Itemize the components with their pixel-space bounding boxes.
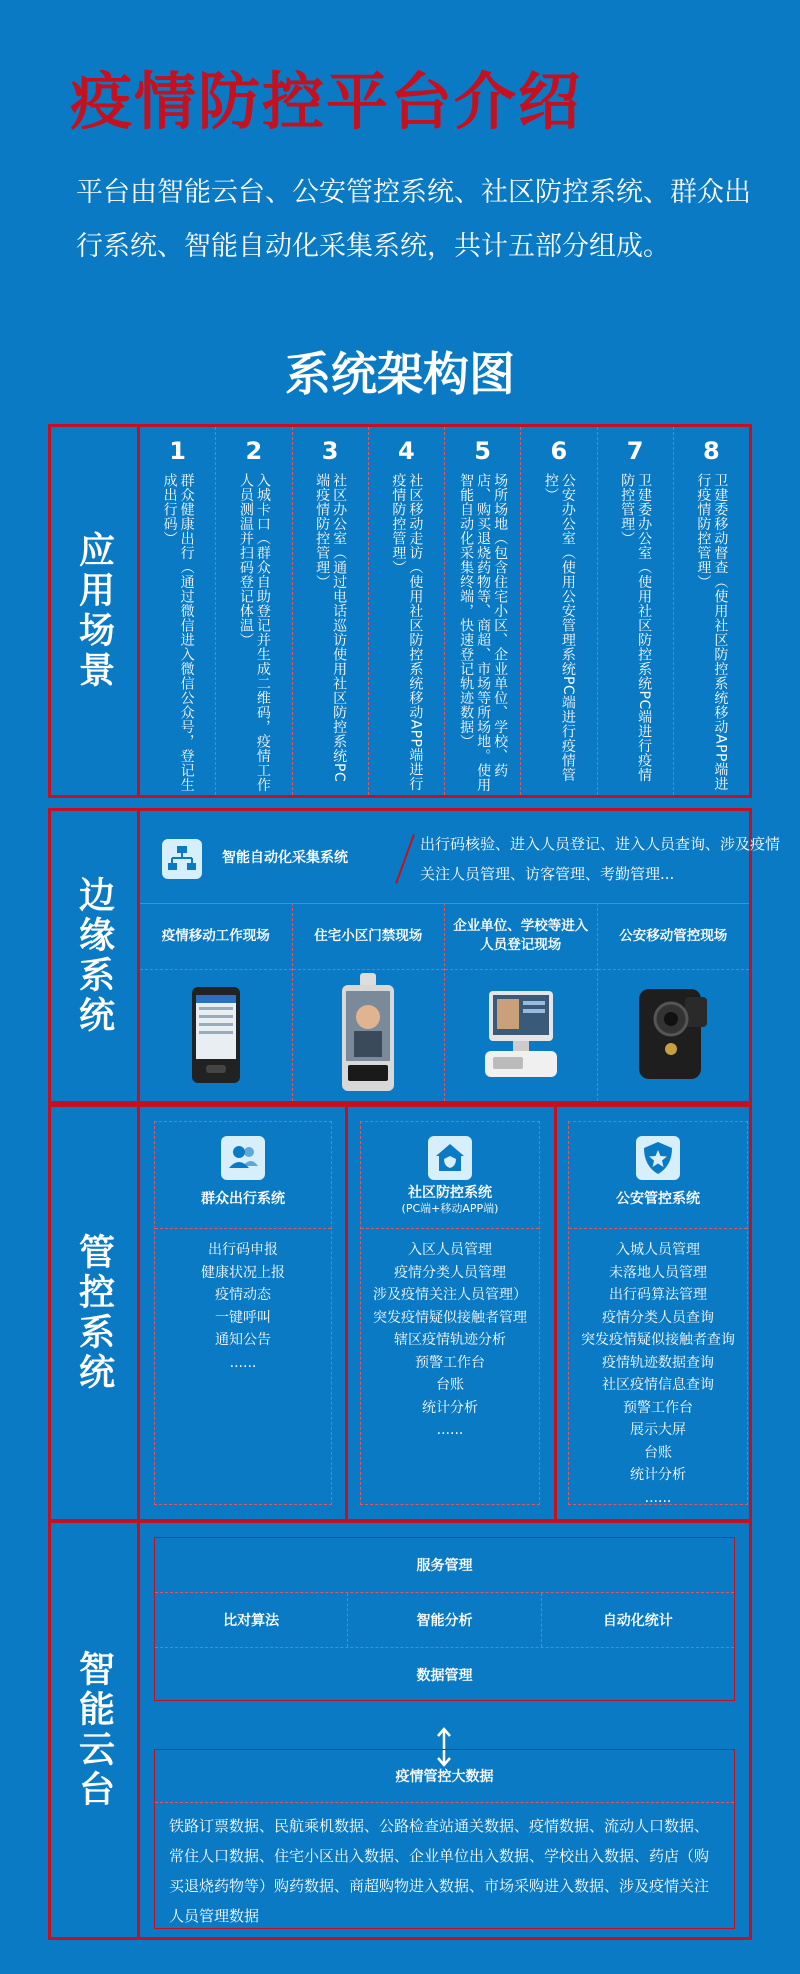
scenario-7	[598, 427, 674, 795]
service-layer	[154, 1537, 735, 1701]
public-travel-system	[154, 1121, 332, 1505]
list-item: 未落地人员管理	[609, 1264, 707, 1281]
scenario-text: 公安办公室（使用公安管理系统PC端进行疫情管控）	[542, 473, 576, 783]
list-item: 疫情动态	[215, 1287, 271, 1303]
edge-site-mobile	[140, 903, 293, 1101]
collector-system-label: 智能自动化采集系统	[222, 850, 348, 866]
list-item: ......	[644, 1489, 672, 1506]
scenario-6	[521, 427, 597, 795]
network-icon	[162, 839, 202, 879]
scenario-8	[674, 427, 749, 795]
big-data-sources: 铁路订票数据、民航乘机数据、公路检查站通关数据、疫情数据、流动人口数据、常住人口数据、住宅小区出入数据、企业单位出入数据、学校出入数据、药店（购买退烧药物等）购药数据、商超购物进入数据、市场采购进入数据、涉及疫情关注人员管理数据	[169, 1817, 710, 1925]
compare-algorithm: 比对算法	[155, 1593, 348, 1647]
police-management-system	[568, 1121, 748, 1505]
list-item: 台账	[436, 1377, 464, 1393]
police-badge-icon	[636, 1136, 680, 1180]
list-item: 统计分析	[422, 1399, 478, 1416]
list-item: 疫情轨迹数据查询	[602, 1354, 714, 1371]
site-label: 疫情移动工作现场	[140, 903, 292, 970]
management-divider	[554, 1107, 557, 1519]
scenario-number: 3	[321, 437, 339, 465]
list-item: 预警工作台	[623, 1399, 693, 1416]
scenario-5	[445, 427, 521, 795]
list-item: 健康状况上报	[201, 1264, 285, 1281]
architecture-title: 系统架构图	[285, 347, 515, 401]
face-recognition-terminal-icon	[338, 973, 398, 1093]
site-label: 公安移动管控现场	[598, 903, 750, 970]
list-item: 涉及疫情关注人员管理）	[373, 1287, 527, 1303]
site-label: 企业单位、学校等进入人员登记现场	[445, 903, 597, 970]
registration-terminal-icon	[483, 989, 559, 1081]
scenario-text: 场所场地（包含住宅小区、企业单位、学校、药店、购买退烧药物等、商超、市场等所场地。使用智能自动化采集终端，快速登记轨迹数据）	[458, 473, 509, 792]
big-data-layer	[154, 1749, 735, 1929]
scenario-text: 入城卡口（群众自助登记并生成二维码，疫情工作人员测温并扫码登记体温）	[237, 473, 271, 792]
scenario-text: 社区办公室（通过电话巡访使用社区防控系统PC端疫情防控管理）	[314, 473, 348, 783]
scenario-number: 2	[245, 437, 263, 465]
list-item: 一键呼叫	[215, 1309, 271, 1326]
list-item: 辖区疫情轨迹分析	[394, 1332, 506, 1348]
scenario-number: 4	[398, 437, 415, 465]
big-data-title: 疫情管控大数据	[155, 1750, 734, 1803]
list-item: 疫情分类人员管理	[394, 1264, 506, 1281]
feature-list	[361, 1239, 539, 1442]
home-shield-icon	[428, 1136, 472, 1180]
users-icon	[221, 1136, 265, 1180]
handheld-terminal-icon	[190, 985, 242, 1085]
list-item: 台账	[644, 1444, 672, 1461]
list-item: 出行码算法管理	[609, 1287, 707, 1303]
community-prevention-system	[360, 1121, 540, 1505]
system-name: 社区防控系统	[408, 1185, 492, 1201]
intro-text: 平台由智能云台、公安管控系统、社区防控系统、群众出行系统、智能自动化采集系统，共计五部分组成。	[76, 177, 751, 262]
analysis-row	[155, 1592, 734, 1648]
system-name: 公安管控系统	[616, 1191, 700, 1207]
site-label: 住宅小区门禁现场	[293, 903, 445, 970]
list-item: 统计分析	[630, 1467, 686, 1483]
management-systems-section	[48, 1104, 752, 1522]
scenario-number: 8	[703, 437, 720, 465]
scenario-text: 群众健康出行（通过微信进入微信公众号，登记生成出行码）	[161, 473, 195, 792]
feature-list	[155, 1239, 331, 1374]
edge-site-enterprise	[445, 903, 598, 1101]
list-item: 出行码申报	[208, 1242, 278, 1258]
list-item: 预警工作台	[415, 1354, 485, 1371]
list-item: 入区人员管理	[408, 1242, 492, 1258]
system-name: 群众出行系统	[201, 1191, 285, 1207]
scenario-number: 1	[169, 437, 186, 465]
list-item: 疫情分类人员查询	[602, 1309, 714, 1326]
scenario-2	[216, 427, 292, 795]
feature-list	[569, 1239, 747, 1509]
app-scenarios-section	[48, 424, 752, 798]
edge-site-residential	[293, 903, 446, 1101]
service-management: 服务管理	[416, 1558, 473, 1574]
list-item: 通知公告	[215, 1332, 271, 1348]
list-item: 突发疫情疑似接触者管理	[373, 1309, 527, 1326]
collector-functions: 出行码核验、进入人员登记、进入人员查询、涉及疫情关注人员管理、访客管理、考勤管理...	[420, 835, 781, 883]
scenario-text: 卫建委办公室（使用社区防控系统PC端进行疫情防控管理）	[619, 473, 653, 783]
scenario-4	[369, 427, 445, 795]
system-subtitle: (PC端+移动APP端)	[401, 1202, 499, 1215]
data-management: 数据管理	[416, 1668, 473, 1684]
management-systems-label: 管控系统	[51, 1107, 140, 1519]
scenario-text: 卫建委移动督查（使用社区防控系统移动APP端进行疫情防控管理）	[695, 473, 729, 791]
list-item: ......	[436, 1422, 464, 1438]
edge-systems-section	[48, 808, 781, 1104]
scenario-number: 6	[550, 437, 568, 465]
divider-slash	[395, 834, 415, 884]
smart-cloud-label: 智能云台	[51, 1523, 140, 1937]
list-item: 社区疫情信息查询	[602, 1377, 714, 1393]
smart-analysis: 智能分析	[348, 1593, 541, 1647]
app-scenarios-label: 应用场景	[51, 427, 140, 795]
scenario-1	[140, 427, 216, 795]
scenario-number: 7	[626, 437, 644, 465]
scenario-number: 5	[474, 437, 491, 465]
scenario-3	[293, 427, 369, 795]
scenario-text: 社区移动走访（使用社区防控系统移动APP端进行疫情防控管理）	[390, 473, 424, 791]
smart-cloud-section	[48, 1520, 752, 1940]
page-title: 疫情防控平台介绍	[70, 65, 583, 138]
body-camera-icon	[635, 983, 711, 1083]
list-item: ......	[229, 1354, 257, 1371]
list-item: 展示大屏	[630, 1422, 686, 1438]
list-item: 入城人员管理	[616, 1242, 700, 1258]
auto-statistics: 自动化统计	[602, 1613, 673, 1629]
list-item: 突发疫情疑似接触者查询	[581, 1332, 735, 1348]
edge-systems-label: 边缘系统	[51, 811, 140, 1101]
edge-site-police	[598, 903, 750, 1101]
management-divider	[345, 1107, 348, 1519]
